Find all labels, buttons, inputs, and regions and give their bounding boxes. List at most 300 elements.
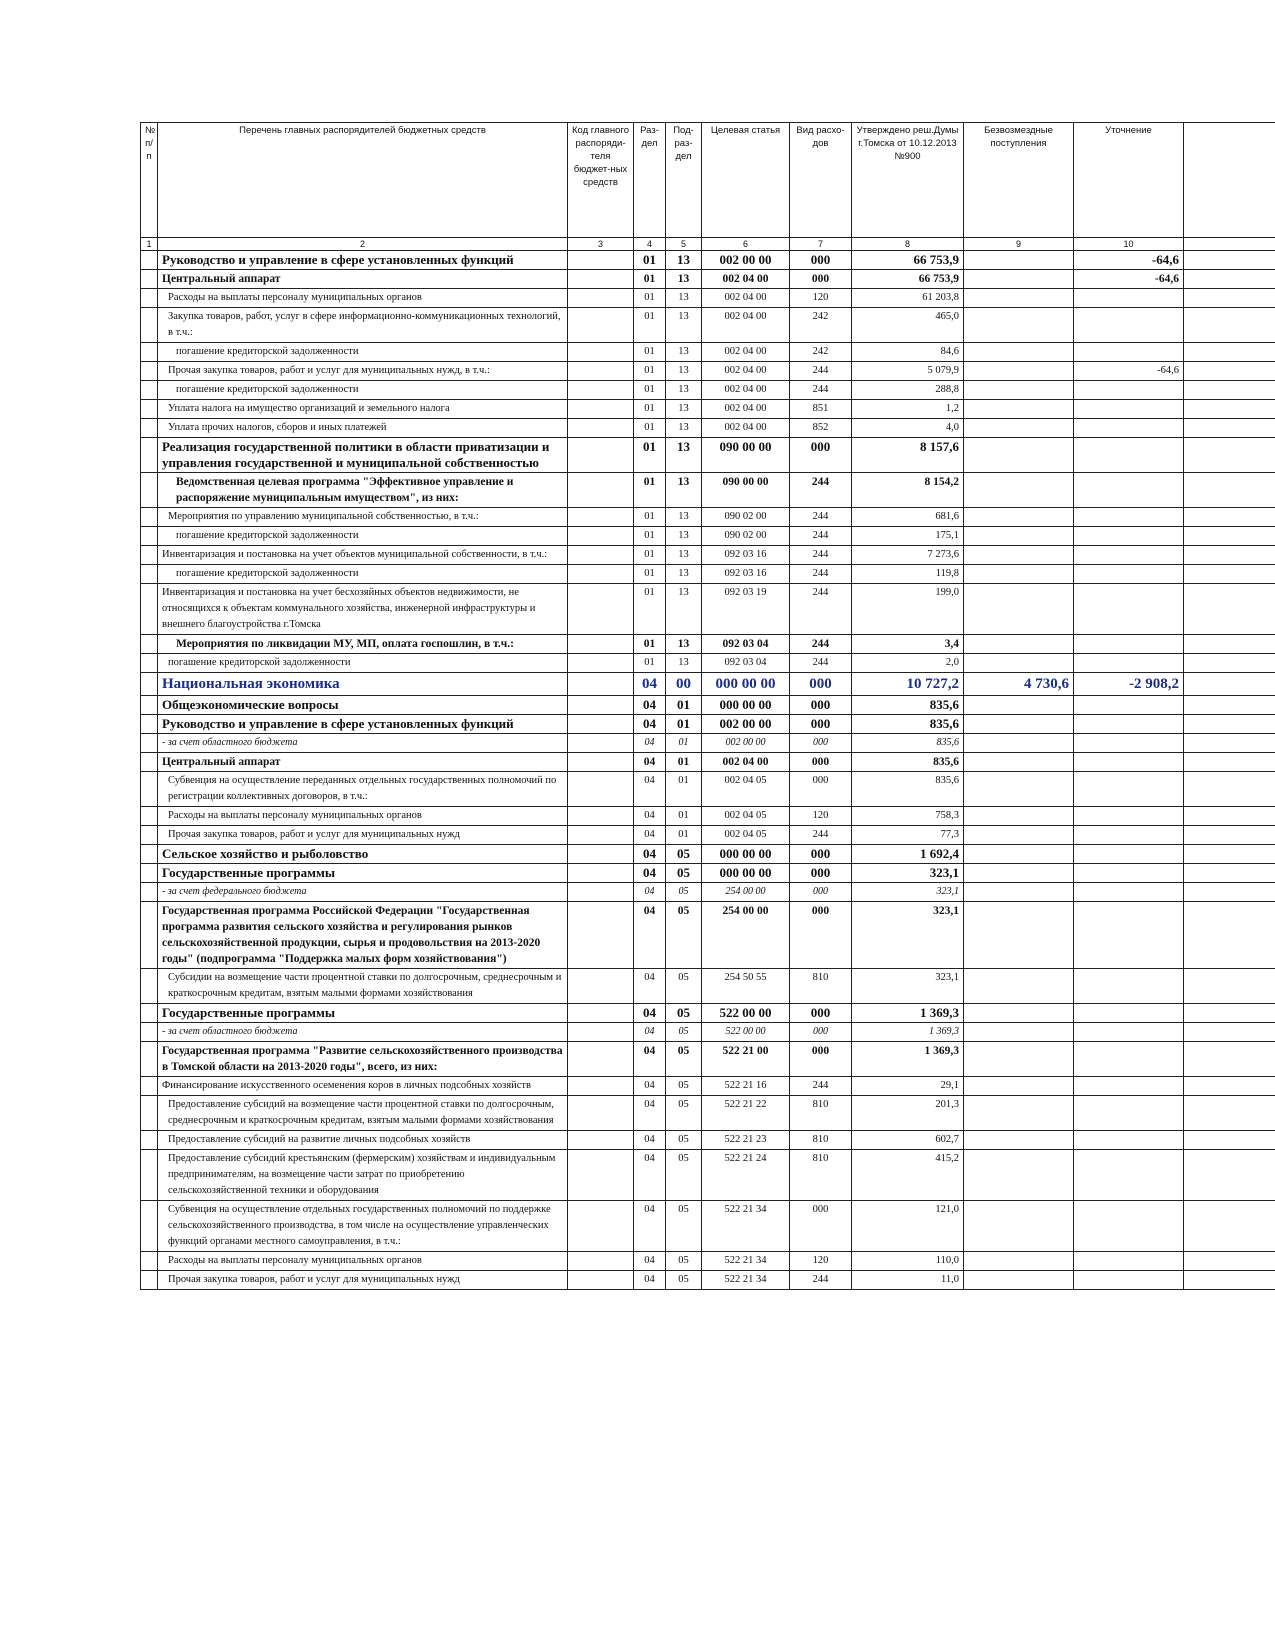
row-grants-cell xyxy=(964,584,1074,635)
table-row xyxy=(141,270,1275,289)
row-code-cell xyxy=(568,1131,634,1150)
row-refinement-cell xyxy=(1074,635,1184,654)
row-razdel-cell: 04 xyxy=(634,826,666,845)
row-vid-cell: 244 xyxy=(790,635,852,654)
row-extra-cell xyxy=(1184,1023,1275,1042)
row-grants-cell xyxy=(964,635,1074,654)
table-row xyxy=(141,1042,1275,1077)
row-razdel-cell: 04 xyxy=(634,1096,666,1131)
row-grants-cell xyxy=(964,715,1074,734)
row-extra-cell xyxy=(1184,584,1275,635)
row-refinement-cell xyxy=(1074,289,1184,308)
row-razdel-cell: 04 xyxy=(634,883,666,902)
row-grants-cell xyxy=(964,1150,1074,1201)
row-approved-cell: 835,6 xyxy=(852,772,964,807)
row-grants-cell xyxy=(964,1023,1074,1042)
table-row xyxy=(141,1096,1275,1131)
row-number-cell xyxy=(141,565,158,584)
row-code-cell xyxy=(568,270,634,289)
row-grants-cell xyxy=(964,565,1074,584)
header-grants: Безвозмездные поступления xyxy=(964,123,1074,238)
row-target-cell: 002 04 00 xyxy=(702,308,790,343)
row-approved-cell: 323,1 xyxy=(852,969,964,1004)
table-row xyxy=(141,845,1275,864)
row-refinement-cell xyxy=(1074,438,1184,473)
row-target-cell: 002 04 00 xyxy=(702,419,790,438)
row-target-cell: 000 00 00 xyxy=(702,673,790,696)
row-extra-cell xyxy=(1184,734,1275,753)
row-target-cell: 092 03 19 xyxy=(702,584,790,635)
row-target-cell: 002 00 00 xyxy=(702,251,790,270)
row-razdel-cell: 01 xyxy=(634,381,666,400)
row-podrazdel-cell: 13 xyxy=(666,362,702,381)
row-vid-cell: 244 xyxy=(790,1271,852,1290)
row-code-cell xyxy=(568,438,634,473)
header-number-cell: 3 xyxy=(568,238,634,251)
table-row xyxy=(141,381,1275,400)
row-number-cell xyxy=(141,1077,158,1096)
row-grants-cell xyxy=(964,654,1074,673)
row-code-cell xyxy=(568,753,634,772)
table-row xyxy=(141,473,1275,508)
row-refinement-cell: -64,6 xyxy=(1074,362,1184,381)
row-vid-cell: 120 xyxy=(790,1252,852,1271)
row-podrazdel-cell: 05 xyxy=(666,969,702,1004)
row-code-cell xyxy=(568,826,634,845)
row-number-cell xyxy=(141,381,158,400)
row-refinement-cell xyxy=(1074,1096,1184,1131)
row-grants-cell xyxy=(964,362,1074,381)
row-grants-cell xyxy=(964,1096,1074,1131)
row-podrazdel-cell: 13 xyxy=(666,381,702,400)
row-target-cell: 522 21 34 xyxy=(702,1201,790,1252)
row-target-cell: 522 21 16 xyxy=(702,1077,790,1096)
row-approved-cell: 758,3 xyxy=(852,807,964,826)
row-grants-cell xyxy=(964,400,1074,419)
row-code-cell xyxy=(568,473,634,508)
row-name-cell: Мероприятия по управлению муниципальной собственностью, в т.ч.: xyxy=(158,508,568,527)
row-vid-cell: 000 xyxy=(790,772,852,807)
row-podrazdel-cell: 05 xyxy=(666,902,702,969)
row-vid-cell: 242 xyxy=(790,308,852,343)
row-code-cell xyxy=(568,508,634,527)
row-target-cell: 000 00 00 xyxy=(702,845,790,864)
row-name-cell: Прочая закупка товаров, работ и услуг для муниципальных нужд xyxy=(158,1271,568,1290)
row-code-cell xyxy=(568,565,634,584)
row-target-cell: 522 21 23 xyxy=(702,1131,790,1150)
row-extra-cell xyxy=(1184,362,1275,381)
table-row xyxy=(141,864,1275,883)
row-grants-cell xyxy=(964,527,1074,546)
row-target-cell: 002 04 05 xyxy=(702,826,790,845)
row-vid-cell: 244 xyxy=(790,473,852,508)
row-vid-cell: 244 xyxy=(790,565,852,584)
row-name-cell: Государственные программы xyxy=(158,1004,568,1023)
row-approved-cell: 3,4 xyxy=(852,635,964,654)
row-podrazdel-cell: 13 xyxy=(666,527,702,546)
row-code-cell xyxy=(568,673,634,696)
row-extra-cell xyxy=(1184,635,1275,654)
table-row xyxy=(141,438,1275,473)
row-extra-cell xyxy=(1184,1201,1275,1252)
row-name-cell: Субсидии на возмещение части процентной ставки по долгосрочным, среднесрочным и краткосрочным кредитам, взятым малыми формами хозяйствования xyxy=(158,969,568,1004)
row-podrazdel-cell: 05 xyxy=(666,883,702,902)
row-name-cell: - за счет областного бюджета xyxy=(158,734,568,753)
row-code-cell xyxy=(568,1252,634,1271)
row-approved-cell: 323,1 xyxy=(852,864,964,883)
table-row xyxy=(141,1004,1275,1023)
row-code-cell xyxy=(568,864,634,883)
row-grants-cell: 4 730,6 xyxy=(964,673,1074,696)
row-razdel-cell: 01 xyxy=(634,635,666,654)
row-target-cell: 090 02 00 xyxy=(702,527,790,546)
row-grants-cell xyxy=(964,508,1074,527)
row-podrazdel-cell: 05 xyxy=(666,1252,702,1271)
row-vid-cell: 000 xyxy=(790,1042,852,1077)
row-grants-cell xyxy=(964,546,1074,565)
row-podrazdel-cell: 01 xyxy=(666,772,702,807)
row-approved-cell: 323,1 xyxy=(852,883,964,902)
row-target-cell: 002 04 05 xyxy=(702,807,790,826)
row-approved-cell: 1,2 xyxy=(852,400,964,419)
row-target-cell: 522 21 22 xyxy=(702,1096,790,1131)
row-number-cell xyxy=(141,1042,158,1077)
row-refinement-cell xyxy=(1074,715,1184,734)
row-refinement-cell xyxy=(1074,1023,1184,1042)
row-name-cell: Предоставление субсидий на развитие личных подсобных хозяйств xyxy=(158,1131,568,1150)
row-code-cell xyxy=(568,289,634,308)
row-refinement-cell xyxy=(1074,696,1184,715)
header-number-cell: 6 xyxy=(702,238,790,251)
row-extra-cell xyxy=(1184,807,1275,826)
row-podrazdel-cell: 13 xyxy=(666,584,702,635)
row-vid-cell: 244 xyxy=(790,546,852,565)
header-number-cell: 9 xyxy=(964,238,1074,251)
table-row xyxy=(141,1271,1275,1290)
row-vid-cell: 000 xyxy=(790,1201,852,1252)
table-row xyxy=(141,902,1275,969)
header-name: Перечень главных распорядителей бюджетных средств xyxy=(158,123,568,238)
row-razdel-cell: 04 xyxy=(634,1201,666,1252)
table-row xyxy=(141,883,1275,902)
row-podrazdel-cell: 01 xyxy=(666,715,702,734)
row-approved-cell: 415,2 xyxy=(852,1150,964,1201)
row-vid-cell: 000 xyxy=(790,845,852,864)
row-razdel-cell: 04 xyxy=(634,807,666,826)
row-name-cell: Расходы на выплаты персоналу муниципальных органов xyxy=(158,289,568,308)
row-razdel-cell: 01 xyxy=(634,473,666,508)
row-number-cell xyxy=(141,826,158,845)
row-vid-cell: 244 xyxy=(790,508,852,527)
row-podrazdel-cell: 01 xyxy=(666,826,702,845)
row-razdel-cell: 04 xyxy=(634,1004,666,1023)
row-vid-cell: 810 xyxy=(790,1096,852,1131)
row-approved-cell: 84,6 xyxy=(852,343,964,362)
row-refinement-cell xyxy=(1074,527,1184,546)
row-number-cell xyxy=(141,715,158,734)
row-target-cell: 090 02 00 xyxy=(702,508,790,527)
row-razdel-cell: 01 xyxy=(634,438,666,473)
header-number: № п/п xyxy=(141,123,158,238)
table-body xyxy=(141,251,1275,1290)
row-code-cell xyxy=(568,251,634,270)
row-number-cell xyxy=(141,753,158,772)
row-extra-cell xyxy=(1184,772,1275,807)
row-grants-cell xyxy=(964,864,1074,883)
row-name-cell: Реализация государственной политики в области приватизации и управления государственной и муниципальной собственностью xyxy=(158,438,568,473)
row-approved-cell: 835,6 xyxy=(852,715,964,734)
row-podrazdel-cell: 13 xyxy=(666,251,702,270)
row-name-cell: Ведомственная целевая программа "Эффективное управление и распоряжение муниципальным имуществом", из них: xyxy=(158,473,568,508)
row-razdel-cell: 04 xyxy=(634,1077,666,1096)
table-row xyxy=(141,251,1275,270)
row-name-cell: Государственная программа "Развитие сельскохозяйственного производства в Томской области на 2013-2020 годы", всего, из них: xyxy=(158,1042,568,1077)
row-code-cell xyxy=(568,1004,634,1023)
row-refinement-cell xyxy=(1074,1271,1184,1290)
row-target-cell: 002 04 00 xyxy=(702,270,790,289)
row-razdel-cell: 01 xyxy=(634,343,666,362)
row-approved-cell: 11,0 xyxy=(852,1271,964,1290)
row-name-cell: Руководство и управление в сфере установленных функций xyxy=(158,251,568,270)
table-row xyxy=(141,1150,1275,1201)
row-target-cell: 090 00 00 xyxy=(702,473,790,508)
row-name-cell: Уплата налога на имущество организаций и земельного налога xyxy=(158,400,568,419)
row-podrazdel-cell: 05 xyxy=(666,1131,702,1150)
row-extra-cell xyxy=(1184,1042,1275,1077)
row-code-cell xyxy=(568,381,634,400)
row-podrazdel-cell: 13 xyxy=(666,270,702,289)
row-target-cell: 522 21 34 xyxy=(702,1271,790,1290)
row-razdel-cell: 01 xyxy=(634,251,666,270)
row-approved-cell: 1 369,3 xyxy=(852,1042,964,1077)
row-approved-cell: 7 273,6 xyxy=(852,546,964,565)
row-extra-cell xyxy=(1184,1004,1275,1023)
row-name-cell: Субвенция на осуществление переданных отдельных государственных полномочий по регистрации коллективных договоров, в т.ч.: xyxy=(158,772,568,807)
row-target-cell: 002 04 00 xyxy=(702,381,790,400)
row-approved-cell: 1 692,4 xyxy=(852,845,964,864)
row-grants-cell xyxy=(964,753,1074,772)
row-grants-cell xyxy=(964,1004,1074,1023)
row-grants-cell xyxy=(964,1131,1074,1150)
row-refinement-cell: -64,6 xyxy=(1074,251,1184,270)
row-number-cell xyxy=(141,419,158,438)
row-target-cell: 002 00 00 xyxy=(702,734,790,753)
row-approved-cell: 835,6 xyxy=(852,734,964,753)
header-number-cell: 8 xyxy=(852,238,964,251)
table-row xyxy=(141,400,1275,419)
row-code-cell xyxy=(568,654,634,673)
row-razdel-cell: 04 xyxy=(634,1131,666,1150)
row-razdel-cell: 01 xyxy=(634,308,666,343)
row-target-cell: 090 00 00 xyxy=(702,438,790,473)
table-row xyxy=(141,1131,1275,1150)
row-approved-cell: 5 079,9 xyxy=(852,362,964,381)
row-extra-cell xyxy=(1184,565,1275,584)
row-razdel-cell: 04 xyxy=(634,1023,666,1042)
row-grants-cell xyxy=(964,343,1074,362)
row-grants-cell xyxy=(964,1201,1074,1252)
row-code-cell xyxy=(568,1042,634,1077)
row-refinement-cell xyxy=(1074,826,1184,845)
row-number-cell xyxy=(141,251,158,270)
header-number-cell: 10 xyxy=(1074,238,1184,251)
row-target-cell: 254 50 55 xyxy=(702,969,790,1004)
row-podrazdel-cell: 05 xyxy=(666,845,702,864)
row-approved-cell: 4,0 xyxy=(852,419,964,438)
row-number-cell xyxy=(141,696,158,715)
row-razdel-cell: 04 xyxy=(634,845,666,864)
row-number-cell xyxy=(141,400,158,419)
row-razdel-cell: 04 xyxy=(634,734,666,753)
row-refinement-cell xyxy=(1074,1252,1184,1271)
row-podrazdel-cell: 05 xyxy=(666,864,702,883)
header-number-cell xyxy=(1184,238,1275,251)
row-approved-cell: 77,3 xyxy=(852,826,964,845)
table-row xyxy=(141,772,1275,807)
table-row xyxy=(141,635,1275,654)
row-name-cell: погашение кредиторской задолженности xyxy=(158,343,568,362)
row-grants-cell xyxy=(964,381,1074,400)
row-number-cell xyxy=(141,1201,158,1252)
row-target-cell: 254 00 00 xyxy=(702,883,790,902)
row-razdel-cell: 01 xyxy=(634,527,666,546)
row-number-cell xyxy=(141,1131,158,1150)
row-grants-cell xyxy=(964,1042,1074,1077)
row-vid-cell: 000 xyxy=(790,734,852,753)
row-target-cell: 002 04 00 xyxy=(702,362,790,381)
row-code-cell xyxy=(568,696,634,715)
row-podrazdel-cell: 13 xyxy=(666,400,702,419)
row-number-cell xyxy=(141,1096,158,1131)
row-target-cell: 002 04 00 xyxy=(702,289,790,308)
header-vid: Вид расхо-дов xyxy=(790,123,852,238)
row-name-cell: Предоставление субсидий на возмещение части процентной ставки по долгосрочным, среднесрочным и краткосрочным кредитам, взятым малыми формами хозяйствования xyxy=(158,1096,568,1131)
header-number-cell: 1 xyxy=(141,238,158,251)
row-extra-cell xyxy=(1184,251,1275,270)
row-podrazdel-cell: 13 xyxy=(666,635,702,654)
row-razdel-cell: 01 xyxy=(634,584,666,635)
row-approved-cell: 2,0 xyxy=(852,654,964,673)
row-grants-cell xyxy=(964,270,1074,289)
row-vid-cell: 000 xyxy=(790,673,852,696)
row-podrazdel-cell: 13 xyxy=(666,565,702,584)
table-row xyxy=(141,584,1275,635)
row-refinement-cell xyxy=(1074,1150,1184,1201)
row-refinement-cell xyxy=(1074,381,1184,400)
row-grants-cell xyxy=(964,772,1074,807)
row-extra-cell xyxy=(1184,308,1275,343)
row-refinement-cell xyxy=(1074,508,1184,527)
row-podrazdel-cell: 13 xyxy=(666,473,702,508)
table-row xyxy=(141,826,1275,845)
row-target-cell: 522 00 00 xyxy=(702,1004,790,1023)
row-approved-cell: 8 154,2 xyxy=(852,473,964,508)
row-approved-cell: 835,6 xyxy=(852,753,964,772)
row-code-cell xyxy=(568,546,634,565)
row-name-cell: - за счет федерального бюджета xyxy=(158,883,568,902)
row-number-cell xyxy=(141,845,158,864)
header-number-cell: 7 xyxy=(790,238,852,251)
row-razdel-cell: 04 xyxy=(634,673,666,696)
row-vid-cell: 000 xyxy=(790,696,852,715)
row-number-cell xyxy=(141,1252,158,1271)
row-approved-cell: 1 369,3 xyxy=(852,1023,964,1042)
row-code-cell xyxy=(568,1271,634,1290)
row-refinement-cell xyxy=(1074,864,1184,883)
header-extra xyxy=(1184,123,1275,238)
row-name-cell: Прочая закупка товаров, работ и услуг для муниципальных нужд xyxy=(158,826,568,845)
row-extra-cell xyxy=(1184,753,1275,772)
row-vid-cell: 000 xyxy=(790,270,852,289)
table-row xyxy=(141,1023,1275,1042)
row-target-cell: 092 03 16 xyxy=(702,546,790,565)
row-extra-cell xyxy=(1184,546,1275,565)
row-name-cell: Субвенция на осуществление отдельных государственных полномочий по поддержке сельскохозяйственного производства, в том числе на осуществление управленческих функций органами местного самоуправления, в т.ч.: xyxy=(158,1201,568,1252)
row-grants-cell xyxy=(964,1077,1074,1096)
row-number-cell xyxy=(141,546,158,565)
row-extra-cell xyxy=(1184,1096,1275,1131)
row-podrazdel-cell: 05 xyxy=(666,1042,702,1077)
row-vid-cell: 852 xyxy=(790,419,852,438)
row-code-cell xyxy=(568,772,634,807)
row-target-cell: 522 21 34 xyxy=(702,1252,790,1271)
row-razdel-cell: 01 xyxy=(634,546,666,565)
row-approved-cell: 465,0 xyxy=(852,308,964,343)
row-grants-cell xyxy=(964,1252,1074,1271)
row-refinement-cell xyxy=(1074,734,1184,753)
row-number-cell xyxy=(141,473,158,508)
row-vid-cell: 244 xyxy=(790,584,852,635)
row-razdel-cell: 04 xyxy=(634,1150,666,1201)
row-refinement-cell: -64,6 xyxy=(1074,270,1184,289)
row-podrazdel-cell: 13 xyxy=(666,289,702,308)
row-name-cell: погашение кредиторской задолженности xyxy=(158,527,568,546)
row-approved-cell: 119,8 xyxy=(852,565,964,584)
row-target-cell: 522 21 24 xyxy=(702,1150,790,1201)
row-podrazdel-cell: 13 xyxy=(666,654,702,673)
table-row xyxy=(141,696,1275,715)
row-name-cell: Общеэкономические вопросы xyxy=(158,696,568,715)
row-code-cell xyxy=(568,902,634,969)
row-podrazdel-cell: 01 xyxy=(666,753,702,772)
row-name-cell: погашение кредиторской задолженности xyxy=(158,381,568,400)
row-approved-cell: 199,0 xyxy=(852,584,964,635)
table-row xyxy=(141,546,1275,565)
header-number-cell: 5 xyxy=(666,238,702,251)
row-number-cell xyxy=(141,864,158,883)
row-code-cell xyxy=(568,635,634,654)
budget-table xyxy=(140,122,1275,1290)
row-extra-cell xyxy=(1184,969,1275,1004)
row-refinement-cell xyxy=(1074,473,1184,508)
row-code-cell xyxy=(568,1201,634,1252)
row-refinement-cell xyxy=(1074,419,1184,438)
row-approved-cell: 66 753,9 xyxy=(852,270,964,289)
row-code-cell xyxy=(568,343,634,362)
row-code-cell xyxy=(568,1096,634,1131)
row-extra-cell xyxy=(1184,715,1275,734)
table-row xyxy=(141,343,1275,362)
row-approved-cell: 835,6 xyxy=(852,696,964,715)
row-grants-cell xyxy=(964,883,1074,902)
row-refinement-cell xyxy=(1074,400,1184,419)
row-grants-cell xyxy=(964,807,1074,826)
row-number-cell xyxy=(141,772,158,807)
row-target-cell: 092 03 04 xyxy=(702,654,790,673)
row-extra-cell xyxy=(1184,1271,1275,1290)
row-name-cell: Финансирование искусственного осеменения коров в личных подсобных хозяйств xyxy=(158,1077,568,1096)
row-name-cell: Центральный аппарат xyxy=(158,753,568,772)
